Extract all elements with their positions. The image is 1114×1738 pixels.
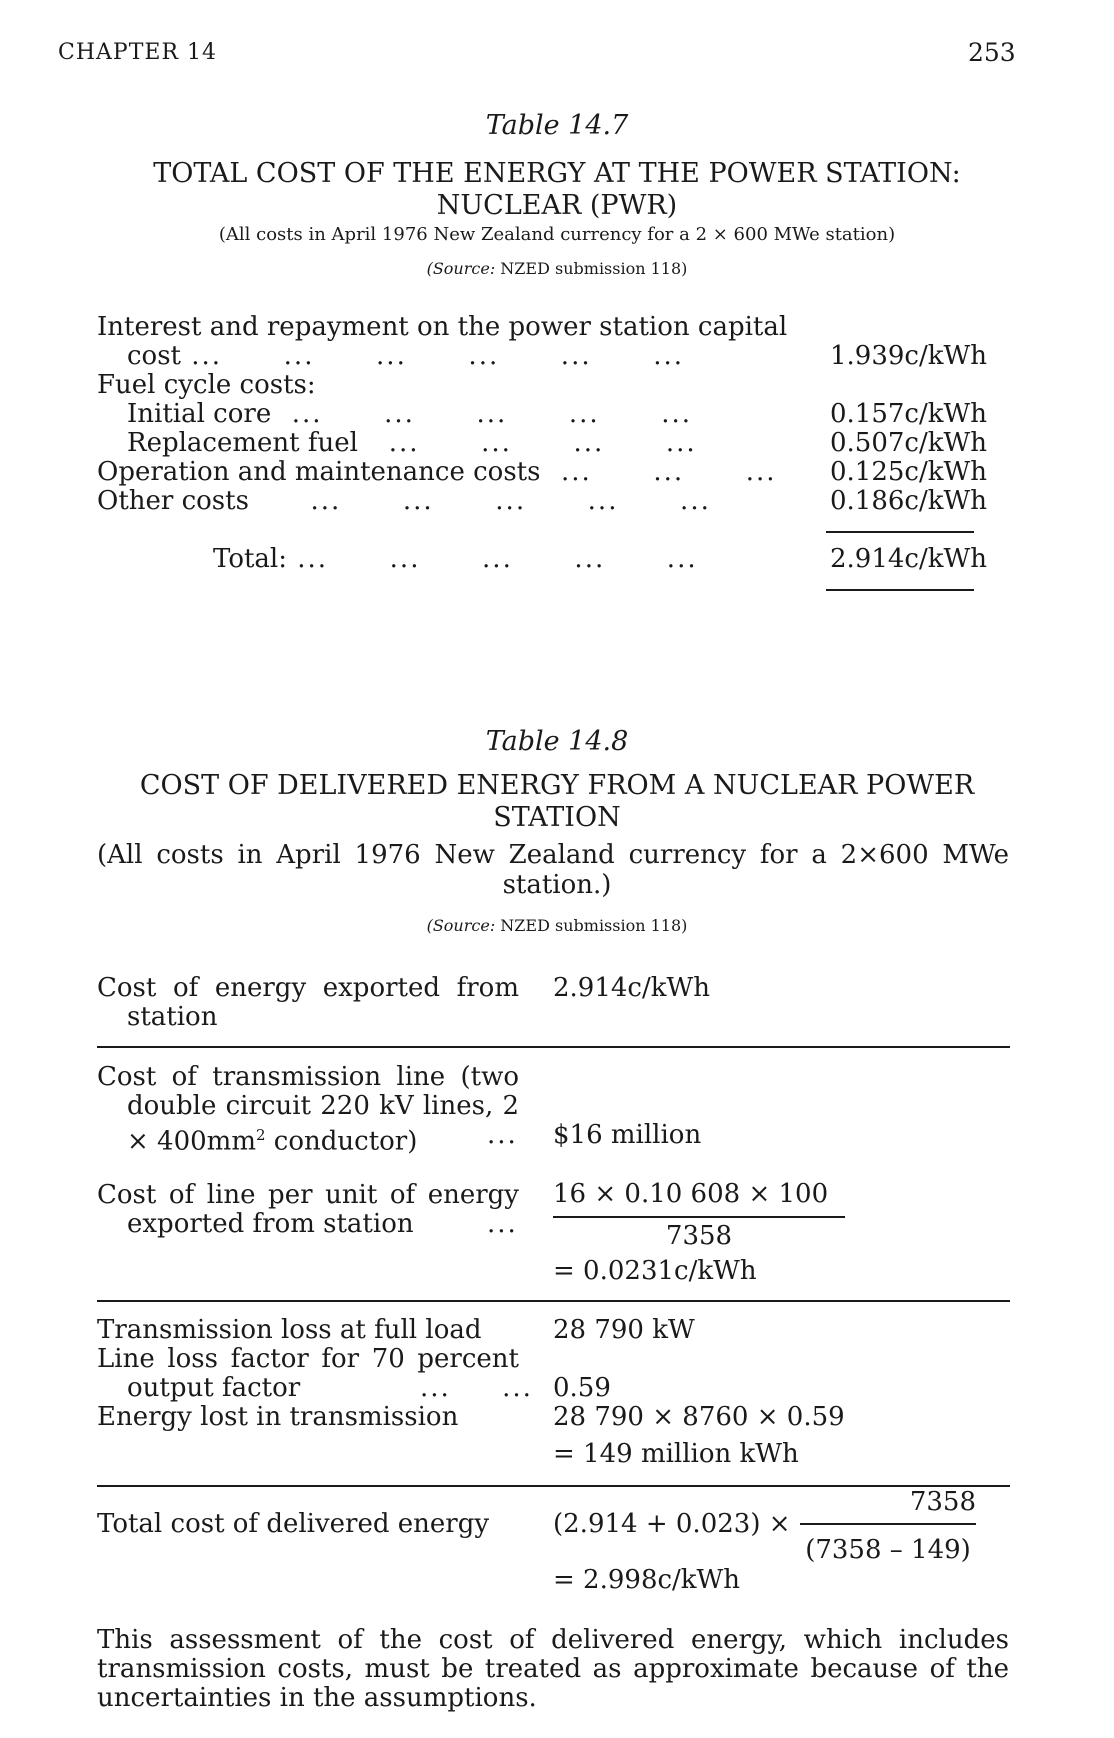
table-row: Cost of transmission line (two xyxy=(97,1062,519,1092)
table-row: cost ... ... ... ... ... ... xyxy=(127,341,684,371)
table-14-8-source xyxy=(0,916,1114,935)
fraction-numerator: 16 × 0.10 608 × 100 xyxy=(553,1179,829,1209)
total-label: Total: xyxy=(213,544,288,574)
table-14-8-caption: Table 14.8 xyxy=(485,726,629,757)
title-line: NUCLEAR (PWR) xyxy=(436,190,678,221)
title-line: STATION xyxy=(493,802,621,833)
paragraph-line: transmission costs, must be treated as approximate because of the xyxy=(97,1654,1009,1684)
total-value: 2.914c/kWh xyxy=(830,544,987,574)
label-part: × 400mm xyxy=(127,1126,256,1157)
source-text: NZED submission 118) xyxy=(500,916,688,935)
table-14-7-subtitle: (All costs in April 1976 New Zealand currency for a 2 × 600 MWe station) xyxy=(218,224,896,245)
source-label: (Source: xyxy=(426,916,496,935)
formula-expression: (2.914 + 0.023) × xyxy=(553,1509,791,1539)
table-14-8-subtitle-line1: (All costs in April 1976 New Zealand currency for a 2×600 MWe xyxy=(97,840,1009,870)
table-row: Energy lost in transmission xyxy=(97,1402,459,1432)
row-value: 0.59 xyxy=(553,1373,611,1403)
title-line: TOTAL COST OF THE ENERGY AT THE POWER STATION: xyxy=(153,158,961,189)
row-label: cost xyxy=(127,341,182,371)
row-value: 0.125c/kWh xyxy=(830,457,987,487)
fraction-bar xyxy=(553,1216,845,1218)
row-label: Initial core xyxy=(127,399,272,429)
table-row: Cost of energy exported from xyxy=(97,973,519,1003)
fraction-denominator: (7358 – 149) xyxy=(805,1535,971,1565)
table-row: Replacement fuel ... ... ... ... xyxy=(127,428,697,458)
table-row: Initial core ... ... ... ... ... xyxy=(127,399,693,429)
table-row: Operation and maintenance costs ... ... ... xyxy=(97,457,777,487)
source-label: (Source: xyxy=(426,259,496,278)
total-rule xyxy=(826,531,974,533)
source-text: NZED submission 118) xyxy=(500,259,688,278)
label-part: conductor) xyxy=(265,1126,418,1157)
table-row: Transmission loss at full load xyxy=(97,1315,482,1345)
row-value: 0.186c/kWh xyxy=(830,486,987,516)
result-value: = 0.0231c/kWh xyxy=(553,1256,757,1286)
page-number: 253 xyxy=(968,38,1016,67)
row-value: 1.939c/kWh xyxy=(830,341,987,371)
result-value: = 149 million kWh xyxy=(553,1439,799,1469)
table-row: Cost of line per unit of energy xyxy=(97,1180,519,1210)
row-value: 2.914c/kWh xyxy=(553,973,710,1003)
table-14-8-title xyxy=(0,770,1114,834)
row-value: 0.157c/kWh xyxy=(830,399,987,429)
fraction-denominator: 7358 xyxy=(665,1221,733,1251)
table-row xyxy=(127,1121,417,1157)
table-14-7-source xyxy=(0,259,1114,278)
table-row: Fuel cycle costs: xyxy=(97,370,316,400)
total-underline xyxy=(826,589,974,591)
leader-dots: ... xyxy=(487,1120,518,1150)
table-row: station xyxy=(127,1002,218,1032)
table-row: Other costs ... ... ... ... ... xyxy=(97,486,711,516)
table-row: Line loss factor for 70 percent xyxy=(97,1344,519,1374)
paragraph-line: This assessment of the cost of delivered energy, which includes xyxy=(97,1625,1009,1655)
fraction-bar xyxy=(800,1523,976,1525)
leader-dots: ... xyxy=(487,1209,518,1239)
superscript: 2 xyxy=(255,1126,266,1144)
row-value: 28 790 × 8760 × 0.59 xyxy=(553,1402,845,1432)
table-row: exported from station xyxy=(127,1209,414,1239)
table-row: Total cost of delivered energy xyxy=(97,1509,490,1539)
row-value: 28 790 kW xyxy=(553,1315,695,1345)
result-value: = 2.998c/kWh xyxy=(553,1565,741,1595)
fraction-numerator: 7358 xyxy=(909,1487,976,1517)
title-line: COST OF DELIVERED ENERGY FROM A NUCLEAR POWER xyxy=(139,770,975,801)
section-rule xyxy=(97,1300,1010,1302)
total-row: Total: ... ... ... ... ... xyxy=(213,544,698,574)
table-14-7-caption: Table 14.7 xyxy=(485,110,629,141)
table-row: Interest and repayment on the power station capital xyxy=(97,312,788,342)
chapter-header: CHAPTER 14 xyxy=(58,40,217,65)
section-rule xyxy=(97,1485,1010,1487)
row-label: Operation and maintenance costs xyxy=(97,457,541,487)
table-row: output factor xyxy=(127,1373,301,1403)
row-value: 0.507c/kWh xyxy=(830,428,987,458)
table-row: double circuit 220 kV lines, 2 xyxy=(127,1091,519,1121)
leader-dots: ... ... xyxy=(420,1373,533,1403)
row-label: Replacement fuel xyxy=(127,428,358,458)
paragraph-line: uncertainties in the assumptions. xyxy=(97,1683,537,1713)
row-label: Other costs xyxy=(97,486,249,516)
table-14-7-title xyxy=(0,158,1114,222)
table-14-8-subtitle-line2: station.) xyxy=(502,870,612,900)
row-value: $16 million xyxy=(553,1120,702,1150)
section-rule xyxy=(97,1046,1010,1048)
